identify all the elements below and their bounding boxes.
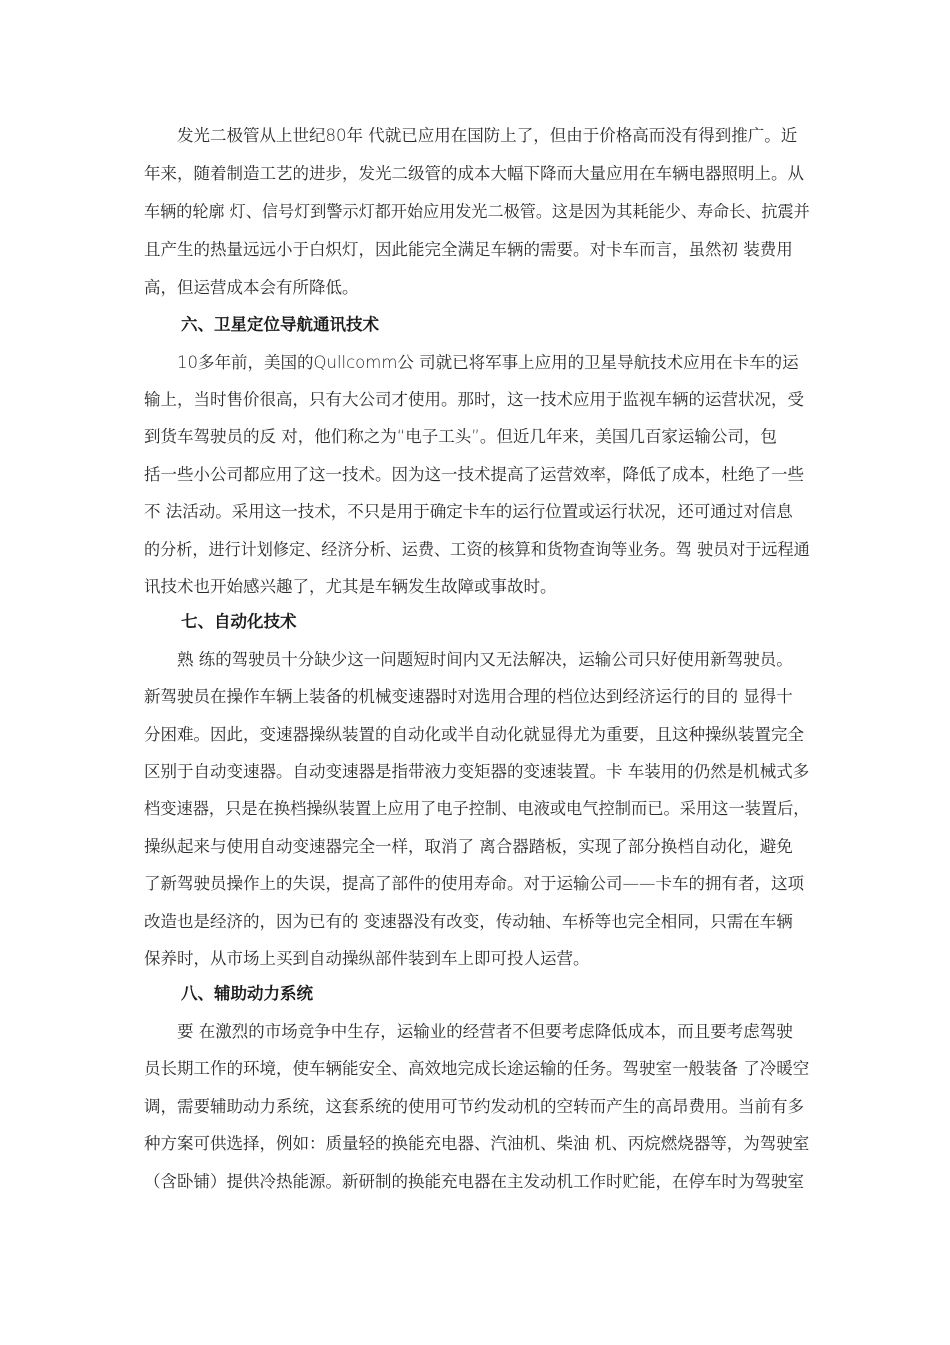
paragraph-line: 操纵起来与使用自动变速器完全一样，取消了 离合器踏板，实现了部分换档自动化，避免: [144, 837, 793, 856]
paragraph-line: 熟 练的驾驶员十分缺少这一问题短时间内又无法解决，运输公司只好使用新驾驶员。: [177, 650, 793, 669]
paragraph-line: 10多年前，美国的Qullcomm公 司就已将军事上应用的卫星导航技术应用在卡车的运: [177, 353, 799, 372]
paragraph-line: 车辆的轮廓 灯、信号灯到警示灯都开始应用发光二极管。这是因为其耗能少、寿命长、抗震并: [144, 202, 810, 221]
paragraph-line: 高，但运营成本会有所降低。: [144, 278, 359, 297]
paragraph-line: 档变速器，只是在换档操纵装置上应用了电子控制、电液或电气控制而已。采用这一装置后，: [144, 799, 810, 818]
paragraph-line: 讯技术也开始感兴趣了，尤其是车辆发生故障或事故时。: [144, 577, 557, 596]
paragraph-line: 改造也是经济的，因为已有的 变速器没有改变，传动轴、车桥等也完全相同，只需在车辆: [144, 912, 793, 931]
paragraph-line: 发光二极管从上世纪80年 代就已应用在国防上了，但由于价格高而没有得到推广。近: [177, 126, 798, 145]
paragraph-line: 了新驾驶员操作上的失误，提高了部件的使用寿命。对于运输公司——卡车的拥有者，这项: [144, 874, 804, 893]
paragraph-line: 且产生的热量远远小于白炽灯，因此能完全满足车辆的需要。对卡车而言，虽然初 装费用: [144, 240, 793, 259]
paragraph-line: 调，需要辅助动力系统，这套系统的使用可节约发动机的空转而产生的高昂费用。当前有多: [144, 1097, 804, 1116]
section-heading: 八、辅助动力系统: [181, 984, 313, 1003]
paragraph-line: （含卧铺）提供冷热能源。新研制的换能充电器在主发动机工作时贮能，在停车时为驾驶室: [144, 1172, 804, 1191]
paragraph-line: 不 法活动。采用这一技术，不只是用于确定卡车的运行位置或运行状况，还可通过对信息: [144, 502, 793, 521]
paragraph-line: 到货车驾驶员的反 对，他们称之为“电子工头”。但近几年来，美国几百家运输公司，包: [144, 427, 777, 446]
paragraph-line: 区别于自动变速器。自动变速器是指带液力变矩器的变速装置。卡 车装用的仍然是机械式多: [144, 762, 810, 781]
paragraph-line: 员长期工作的环境，使车辆能安全、高效地完成长途运输的任务。驾驶室一般装备 了冷暖空: [144, 1059, 810, 1078]
paragraph-line: 要 在激烈的市场竞争中生存，运输业的经营者不但要考虑降低成本，而且要考虑驾驶: [177, 1022, 793, 1041]
paragraph-line: 输上，当时售价很高，只有大公司才使用。那时，这一技术应用于监视车辆的运营状况，受: [144, 390, 804, 409]
paragraph-line: 年来，随着制造工艺的进步，发光二级管的成本大幅下降而大量应用在车辆电器照明上。从: [144, 164, 804, 183]
paragraph-line: 保养时，从市场上买到自动操纵部件装到车上即可投人运营。: [144, 949, 590, 968]
paragraph-line: 新驾驶员在操作车辆上装备的机械变速器时对选用合理的档位达到经济运行的目的 显得十: [144, 687, 793, 706]
section-heading: 七、自动化技术: [181, 612, 297, 631]
section-heading: 六、卫星定位导航通讯技术: [181, 315, 379, 334]
paragraph-line: 括一些小公司都应用了这一技术。因为这一技术提高了运营效率，降低了成本，杜绝了一些: [144, 465, 804, 484]
paragraph-line: 种方案可供选择，例如：质量轻的换能充电器、汽油机、柴油 机、丙烷燃烧器等，为驾驶室: [144, 1134, 810, 1153]
paragraph-line: 分困难。因此，变速器操纵装置的自动化或半自动化就显得尤为重要，且这种操纵装置完全: [144, 725, 804, 744]
paragraph-line: 的分析，进行计划修定、经济分析、运费、工资的核算和货物查询等业务。驾 驶员对于远程通: [144, 540, 810, 559]
